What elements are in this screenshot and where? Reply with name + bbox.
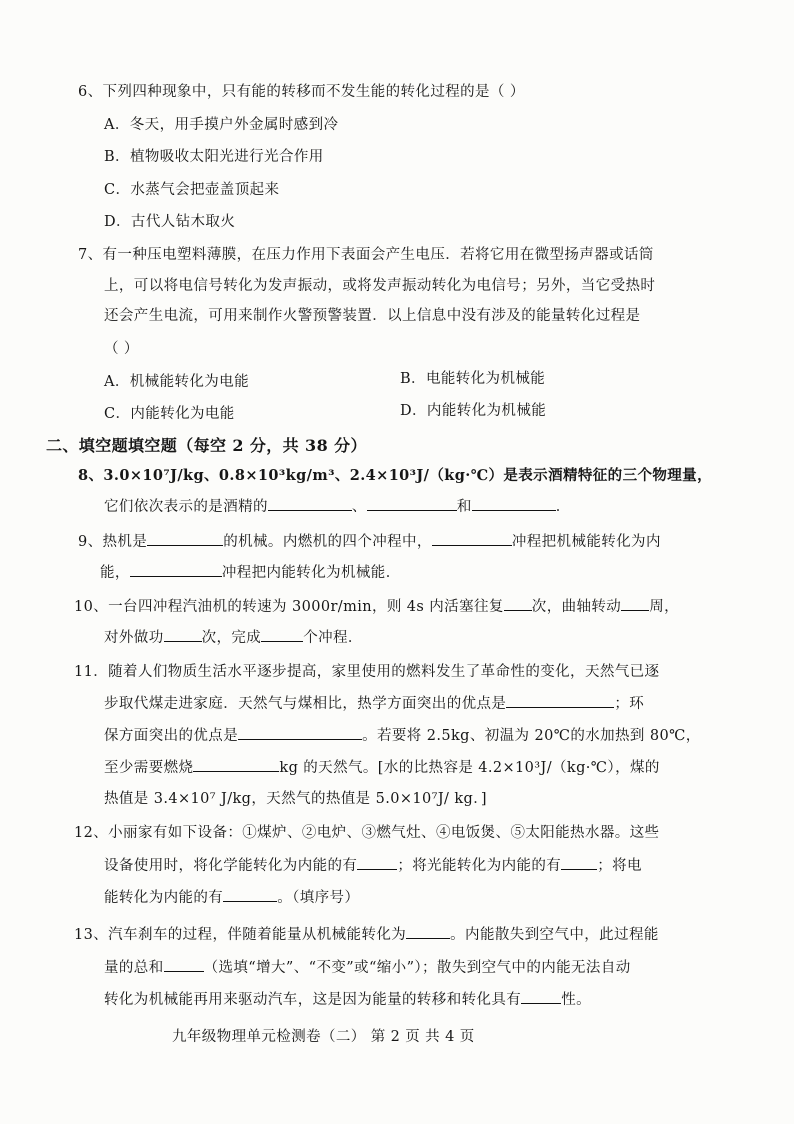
q6-stem: 6、下列四种现象中，只有能的转移而不发生能的转化过程的是（ ） bbox=[78, 84, 525, 100]
q9-blank-1[interactable] bbox=[147, 533, 223, 546]
q10-blank-4[interactable] bbox=[261, 629, 303, 642]
q10-line-2 bbox=[104, 626, 363, 647]
q13-line-1 bbox=[74, 923, 659, 944]
q10-text-d: 对外做功 bbox=[104, 630, 164, 646]
q8-text-b: 、 bbox=[351, 499, 367, 515]
q6-option-b: B．植物吸收太阳光进行光合作用 bbox=[104, 149, 324, 165]
q12-text-d: 能转化为内能的有 bbox=[104, 890, 224, 906]
q10-line-1 bbox=[74, 595, 679, 616]
q12-blank-3[interactable] bbox=[223, 889, 277, 902]
q11-line-3 bbox=[104, 724, 701, 745]
q8-text-d: ． bbox=[555, 499, 571, 515]
q7-line-4: （ ） bbox=[104, 341, 139, 357]
section-2-title: 二、填空题填空题（每空 2 分，共 38 分） bbox=[46, 436, 367, 455]
q10-text-b: 次，曲轴转动 bbox=[531, 599, 622, 615]
q13-text-b: 。内能散失到空气中，此过程能 bbox=[450, 927, 659, 943]
q13-text-c: 量的总和 bbox=[104, 960, 164, 976]
q11-text-a: 步取代煤走进家庭．天然气与煤相比，热学方面突出的优点是 bbox=[104, 696, 507, 712]
q9-text-d: 能， bbox=[100, 565, 130, 581]
q13-line-3 bbox=[104, 988, 591, 1009]
q12-line-1: 12、小丽家有如下设备：①煤炉、②电炉、③燃气灶、④电饭煲、⑤太阳能热水器。这些 bbox=[74, 825, 660, 841]
q8-text-c: 和 bbox=[456, 499, 472, 515]
q10-blank-3[interactable] bbox=[164, 629, 202, 642]
q13-text-e: 转化为机械能再用来驱动汽车，这是因为能量的转移和转化具有 bbox=[104, 992, 522, 1008]
q13-line-2 bbox=[104, 956, 631, 977]
q10-blank-1[interactable] bbox=[504, 598, 532, 611]
q8-line-1 bbox=[78, 464, 712, 485]
q11-line-1: 11．随着人们物质生活水平逐步提高，家里使用的燃料发生了革命性的变化，天然气已逐 bbox=[74, 664, 660, 680]
q8-line-1-text: 8、3.0×10⁷J/kg、0.8×10³kg/m³、2.4×10³J/（kg·℃）是表示酒精特征的三个物理量， bbox=[78, 467, 712, 484]
q12-text-e: 。（填序号） bbox=[277, 890, 360, 906]
q9-blank-3[interactable] bbox=[130, 564, 222, 577]
q11-blank-1[interactable] bbox=[506, 695, 614, 708]
q9-line-2 bbox=[100, 561, 401, 582]
q12-text-a: 设备使用时，将化学能转化为内能的有 bbox=[104, 858, 358, 874]
q7-option-d: D．内能转化为机械能 bbox=[400, 403, 547, 419]
q11-line-5: 热值是 3.4×10⁷ J/kg，天然气的热值是 5.0×10⁷J/ kg．] bbox=[104, 791, 487, 807]
q6-option-d: D．古代人钻木取火 bbox=[104, 214, 236, 230]
q10-blank-2[interactable] bbox=[621, 598, 649, 611]
q11-text-f: kg 的天然气。[水的比热容是 4.2×10³J/（kg·℃），煤的 bbox=[279, 760, 660, 776]
q10-text-e: 次，完成 bbox=[201, 630, 262, 646]
q12-line-3 bbox=[104, 886, 359, 907]
q9-text-a: 9、热机是 bbox=[78, 534, 148, 550]
q8-blank-1[interactable] bbox=[268, 498, 352, 511]
q7-line-2: 上，可以将电信号转化为发声振动，或将发声振动转化为电信号；另外，当它受热时 bbox=[104, 278, 656, 294]
q11-blank-2[interactable] bbox=[238, 727, 362, 740]
q10-text-c: 周， bbox=[649, 599, 680, 615]
q7-option-c: C．内能转化为电能 bbox=[104, 406, 235, 422]
q11-text-e: 至少需要燃烧 bbox=[104, 760, 194, 776]
q9-text-e: 冲程把内能转化为机械能． bbox=[221, 565, 401, 581]
q8-blank-2[interactable] bbox=[367, 498, 457, 511]
q7-line-1: 7、有一种压电塑料薄膜，在压力作用下表面会产生电压．若将它用在微型扬声器或话筒 bbox=[78, 247, 654, 263]
q9-blank-2[interactable] bbox=[432, 533, 512, 546]
q11-line-2 bbox=[104, 692, 644, 713]
q11-text-b: ；环 bbox=[614, 696, 645, 712]
q11-text-d: 。若要将 2.5kg、初温为 20℃的水加热到 80℃， bbox=[362, 728, 701, 744]
q8-blank-3[interactable] bbox=[472, 498, 556, 511]
q9-line-1 bbox=[78, 530, 661, 551]
q10-text-a: 10、一台四冲程汽油机的转速为 3000r/min，则 4s 内活塞往复 bbox=[74, 599, 504, 615]
q12-line-2 bbox=[104, 854, 642, 875]
q13-text-a: 13、汽车刹车的过程，伴随着能量从机械能转化为 bbox=[74, 927, 407, 943]
q13-blank-2[interactable] bbox=[164, 959, 204, 972]
q6-option-a: A．冬天，用手摸户外金属时感到冷 bbox=[104, 117, 339, 133]
q12-blank-2[interactable] bbox=[561, 857, 597, 870]
q11-line-4 bbox=[104, 756, 660, 777]
q8-line-2 bbox=[104, 495, 571, 516]
q13-blank-1[interactable] bbox=[406, 926, 450, 939]
q7-line-3: 还会产生电流，可用来制作火警预警装置．以上信息中没有涉及的能量转化过程是 bbox=[104, 308, 641, 324]
q7-option-a: A．机械能转化为电能 bbox=[104, 374, 249, 390]
q9-text-c: 冲程把机械能转化为内 bbox=[511, 534, 661, 550]
q12-text-b: ；将光能转化为内能的有 bbox=[397, 858, 562, 874]
q12-blank-1[interactable] bbox=[357, 857, 397, 870]
q9-text-b: 的机械。内燃机的四个冲程中， bbox=[223, 534, 432, 550]
q11-text-c: 保方面突出的优点是 bbox=[104, 728, 239, 744]
q7-option-b: B．电能转化为机械能 bbox=[400, 371, 546, 387]
q13-text-f: 性。 bbox=[561, 992, 592, 1008]
q13-text-d: （选填“增大”、“不变”或“缩小”）；散失到空气中的内能无法自动 bbox=[203, 960, 631, 976]
q13-blank-3[interactable] bbox=[521, 991, 561, 1004]
q6-option-c: C．水蒸气会把壶盖顶起来 bbox=[104, 182, 280, 198]
q12-text-c: ；将电 bbox=[597, 858, 642, 874]
q10-text-f: 个冲程． bbox=[303, 630, 363, 646]
page-footer: 九年级物理单元检测卷（二） 第 2 页 共 4 页 bbox=[172, 1029, 475, 1045]
q11-blank-3[interactable] bbox=[193, 759, 279, 772]
q8-text-a: 它们依次表示的是酒精的 bbox=[104, 499, 268, 515]
